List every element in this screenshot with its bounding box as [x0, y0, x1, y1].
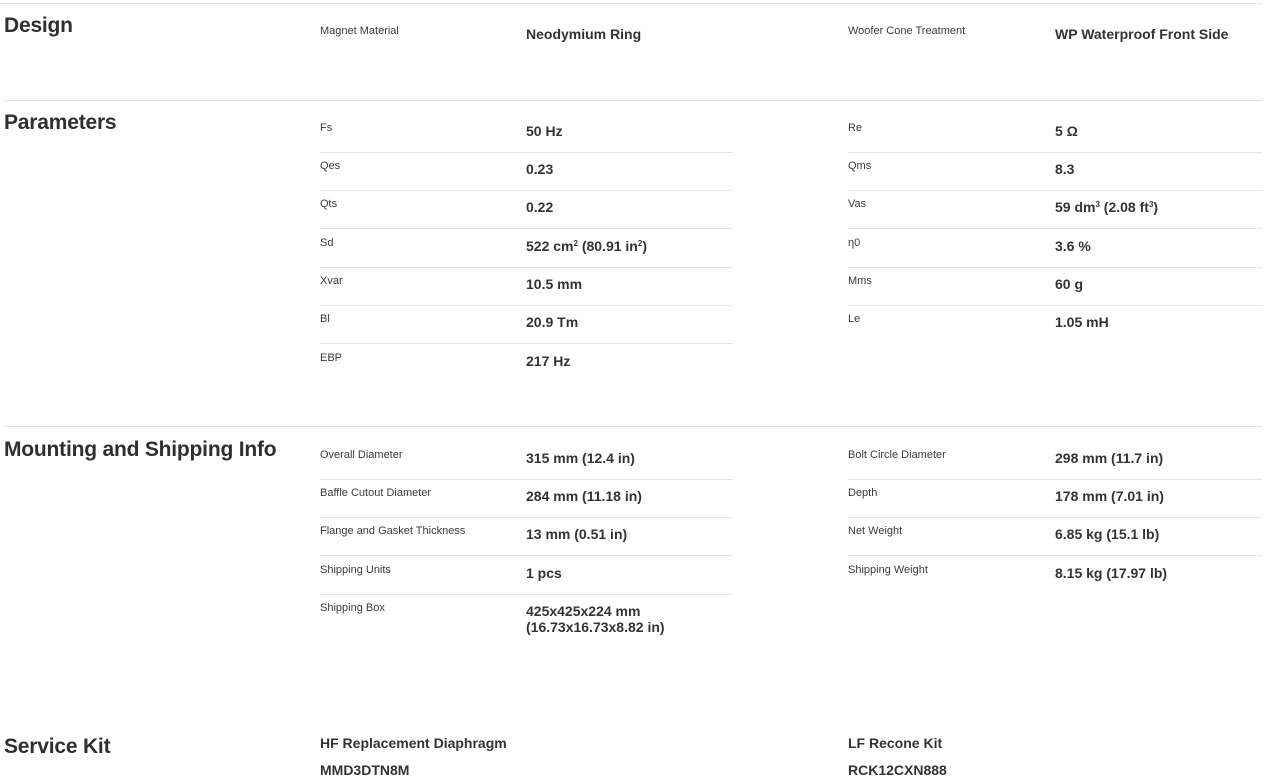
design-title: Design — [4, 14, 73, 37]
spec-row-woofer-cone-treatment — [848, 18, 1262, 56]
spec-value: 10.5 mm — [526, 276, 583, 292]
spec-row-re — [848, 115, 1262, 153]
spec-row-le — [848, 306, 1262, 344]
section-divider — [4, 100, 1262, 101]
service-kit-name: LF Recone Kit — [848, 735, 943, 751]
top-divider — [0, 3, 1262, 4]
service-kit-code: MMD3DTN8M — [320, 762, 410, 778]
spec-value: WP Waterproof Front Side — [1055, 26, 1229, 42]
spec-label: Net Weight — [848, 525, 903, 537]
spec-value: 13 mm (0.51 in) — [526, 526, 628, 542]
spec-value: 8.15 kg (17.97 lb) — [1055, 565, 1168, 581]
spec-label: Fs — [320, 122, 333, 134]
spec-row-sd — [320, 230, 732, 268]
spec-row-flange-thickness — [320, 518, 732, 556]
spec-value: 284 mm (11.18 in) — [526, 488, 642, 504]
row-divider — [320, 343, 732, 344]
spec-label: Shipping Box — [320, 602, 385, 614]
spec-row-bolt-circle — [848, 442, 1262, 480]
service-kit-title: Service Kit — [4, 735, 111, 758]
spec-row-shipping-units — [320, 557, 732, 595]
spec-value: 217 Hz — [526, 353, 571, 369]
spec-value: 6.85 kg (15.1 lb) — [1055, 526, 1160, 542]
spec-label: Mms — [848, 275, 872, 287]
spec-value: 5 Ω — [1055, 123, 1078, 139]
spec-row-net-weight — [848, 518, 1262, 556]
spec-value: 178 mm (7.01 in) — [1055, 488, 1164, 504]
spec-label: Depth — [848, 487, 878, 499]
spec-label: Woofer Cone Treatment — [848, 25, 966, 37]
spec-label: Qts — [320, 198, 338, 210]
spec-value: 315 mm (12.4 in) — [526, 450, 635, 466]
spec-label: Qes — [320, 160, 341, 172]
spec-value-line: (16.73x16.73x8.82 in) — [526, 619, 665, 635]
spec-value-line: 425x425x224 mm — [526, 603, 641, 619]
spec-value: 1 pcs — [526, 565, 562, 581]
row-divider — [848, 555, 1262, 556]
spec-value: 1.05 mH — [1055, 314, 1109, 330]
spec-label: Shipping Weight — [848, 564, 928, 576]
spec-value: 522 $cm^2$ (80.91 $in^2$) — [526, 238, 647, 254]
spec-row-ebp — [320, 345, 732, 383]
spec-row-vas — [848, 191, 1262, 229]
spec-value: 3.6 % — [1055, 238, 1091, 254]
spec-row-shipping-weight — [848, 557, 1262, 595]
spec-value: 20.9 Tm — [526, 314, 579, 330]
spec-row-overall-diameter — [320, 442, 732, 480]
spec-label: Baffle Cutout Diameter — [320, 487, 432, 499]
row-divider — [320, 228, 732, 229]
parameters-title: Parameters — [4, 111, 117, 134]
spec-row-qts — [320, 191, 732, 229]
row-divider — [848, 228, 1262, 229]
spec-row-eta0 — [848, 230, 1262, 268]
spec-row-depth — [848, 480, 1262, 518]
spec-row-qes — [320, 153, 732, 191]
spec-row-qms — [848, 153, 1262, 191]
spec-value: 60 g — [1055, 276, 1084, 292]
service-kit-code: RCK12CXN888 — [848, 762, 947, 778]
spec-label: Shipping Units — [320, 564, 391, 576]
spec-label: Flange and Gasket Thickness — [320, 525, 466, 537]
spec-value — [526, 603, 665, 635]
spec-row-magnet-material — [320, 18, 732, 56]
row-divider — [320, 555, 732, 556]
spec-value: 0.22 — [526, 199, 554, 215]
spec-label: η0 — [848, 237, 861, 249]
spec-label: Magnet Material — [320, 25, 399, 37]
spec-label: Re — [848, 122, 863, 134]
spec-label: Le — [848, 313, 861, 325]
spec-value: 8.3 — [1055, 161, 1075, 177]
section-divider — [4, 426, 1262, 427]
spec-row-mms — [848, 268, 1262, 306]
spec-label: Bolt Circle Diameter — [848, 449, 946, 461]
spec-row-bl — [320, 306, 732, 344]
spec-label: EBP — [320, 352, 343, 364]
spec-row-shipping-box — [320, 595, 732, 643]
spec-value: 59 $dm^3$ (2.08 $ft^3$) — [1055, 199, 1159, 215]
mounting-title: Mounting and Shipping Info — [4, 438, 277, 461]
spec-label: Sd — [320, 237, 334, 249]
service-kit-name: HF Replacement Diaphragm — [320, 735, 507, 751]
spec-label: Bl — [320, 313, 330, 325]
spec-value: Neodymium Ring — [526, 26, 642, 42]
spec-label: Qms — [848, 160, 872, 172]
spec-label: Xvar — [320, 275, 343, 287]
spec-row-fs — [320, 115, 732, 153]
spec-row-xvar — [320, 268, 732, 306]
spec-value: 0.23 — [526, 161, 554, 177]
spec-label: Vas — [848, 198, 867, 210]
spec-value: 50 Hz — [526, 123, 563, 139]
spec-label: Overall Diameter — [320, 449, 403, 461]
spec-value: 298 mm (11.7 in) — [1055, 450, 1164, 466]
spec-row-baffle-cutout — [320, 480, 732, 518]
